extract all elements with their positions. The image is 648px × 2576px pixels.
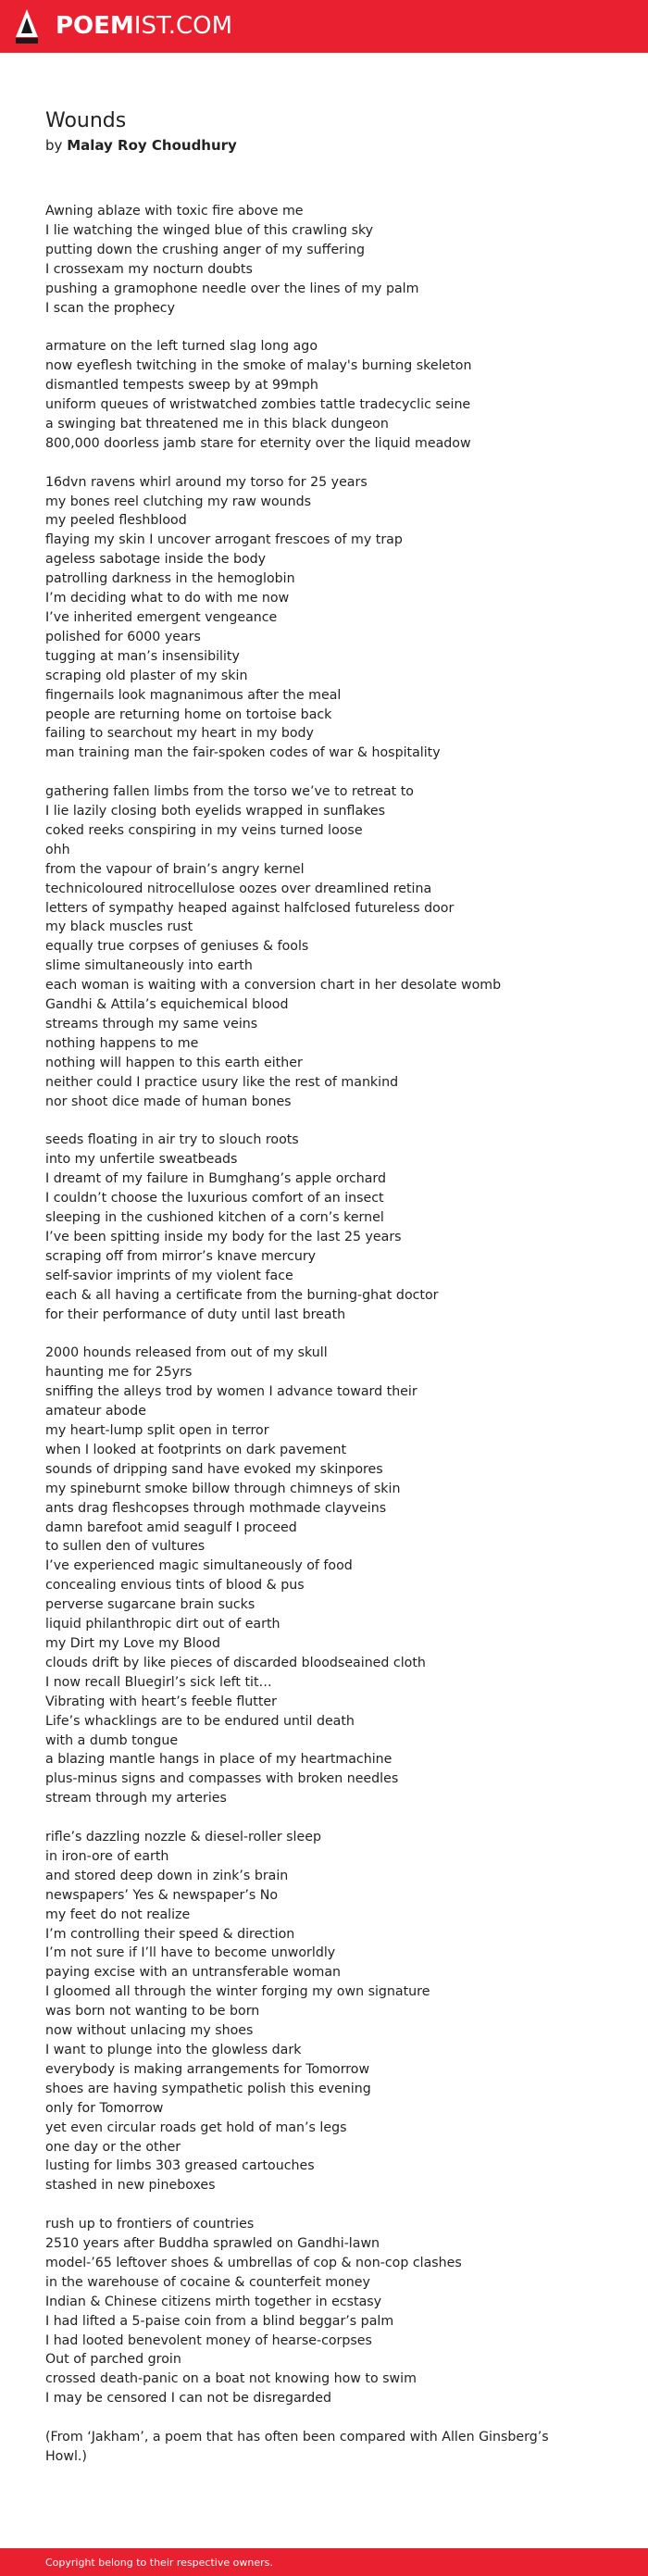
poem-line: in iron-ore of earth xyxy=(45,1848,169,1864)
poem-line: I had looted benevolent money of hearse-corpses xyxy=(45,2332,372,2348)
poem-line: and stored deep down in zink’s brain xyxy=(45,1868,289,1883)
poem-line: was born not wanting to be born xyxy=(45,2004,260,2020)
poem-line: liquid philanthropic dirt out of earth xyxy=(45,1617,280,1632)
poem-line: nothing will happen to this earth either xyxy=(45,1055,303,1070)
poem-line: Indian & Chinese citizens mirth together in ecstasy xyxy=(45,2294,382,2309)
poem-line: each woman is waiting with a conversion chart in her desolate womb xyxy=(45,978,502,994)
poem-line: technicoloured nitrocellulose oozes over dreamlined retina xyxy=(45,881,432,896)
poem-line: my feet do not realize xyxy=(45,1907,191,1922)
poem-line: one day or the other xyxy=(45,2139,181,2155)
poem-line: ageless sabotage inside the body xyxy=(45,552,267,568)
poem-line: paying excise with an untransferable woman xyxy=(45,1965,342,1981)
poem-line: lusting for limbs 303 greased cartouches xyxy=(45,2158,315,2174)
poem-line: coked reeks conspiring in my veins turned loose xyxy=(45,822,363,838)
poem-line: scraping off from mirror’s knave mercury xyxy=(45,1248,317,1264)
poem-line: my spineburnt smoke billow through chimneys of skin xyxy=(45,1481,401,1496)
poem-line: clouds drift by like pieces of discarded bloodseained cloth xyxy=(45,1655,426,1670)
poem-line: dismantled tempests sweep by at 99mph xyxy=(45,378,318,394)
quill-nib-icon xyxy=(16,9,38,44)
poem-line: yet even circular roads get hold of man’s legs xyxy=(45,2120,347,2135)
poem-line: fingernails look magnanimous after the meal xyxy=(45,687,342,703)
poem-line: slime simultaneously into earth xyxy=(45,958,253,974)
poem-title: Wounds xyxy=(45,109,127,132)
poem-line: shoes are having sympathetic polish this evening xyxy=(45,2081,371,2096)
poem-line: man training man the fair-spoken codes of war & hospitality xyxy=(45,745,441,761)
poem-line: equally true corpses of geniuses & fools xyxy=(45,939,309,955)
poem-line: concealing envious tints of blood & pus xyxy=(45,1578,305,1594)
copyright-text: Copyright belong to their respective owners. xyxy=(45,2557,273,2569)
poem-line: Vibrating with heart’s feeble flutter xyxy=(45,1694,277,1709)
logo-text-bold: POEM xyxy=(56,12,134,40)
site-logo-link[interactable] xyxy=(56,13,232,39)
poem-line: polished for 6000 years xyxy=(45,629,201,644)
poem-line: nor shoot dice made of human bones xyxy=(45,1094,292,1109)
poem-line: stashed in new pineboxes xyxy=(45,2178,216,2194)
poem-stanza xyxy=(45,782,564,1111)
poem-line: I had lifted a 5-paise coin from a blind beggar’s palm xyxy=(45,2313,394,2329)
site-header xyxy=(0,0,648,53)
poem-stanza xyxy=(45,1828,564,2195)
poem-body xyxy=(45,202,564,2467)
poem-line: damn barefoot amid seagulf I proceed xyxy=(45,1519,297,1535)
poem-line: 16dvn ravens whirl around my torso for 25 years xyxy=(45,474,368,490)
poem-line: Out of parched groin xyxy=(45,2352,181,2368)
poem-line: now without unlacing my shoes xyxy=(45,2023,254,2039)
poem-line: I gloomed all through the winter forging my own signature xyxy=(45,1984,430,2000)
poem-line: letters of sympathy heaped against halfclosed futureless door xyxy=(45,900,455,916)
poem-line: I dreamt of my failure in Bumghang’s apple orchard xyxy=(45,1171,387,1187)
poem-line: ants drag fleshcopses through mothmade clayveins xyxy=(45,1500,387,1516)
poem-line: I lie lazily closing both eyelids wrapped in sunflakes xyxy=(45,804,386,819)
poem-line: rifle’s dazzling nozzle & diesel-roller sleep xyxy=(45,1830,321,1845)
poem-line: amateur abode xyxy=(45,1404,146,1419)
poem-line: armature on the left turned slag long ago xyxy=(45,339,318,355)
poem-line: rush up to frontiers of countries xyxy=(45,2217,255,2232)
poem-line: everybody is making arrangements for Tomorrow xyxy=(45,2061,370,2077)
poem-line: failing to searchout my heart in my body xyxy=(45,726,314,742)
poem-line: putting down the crushing anger of my suffering xyxy=(45,242,365,257)
poem-line: sounds of dripping sand have evoked my skinpores xyxy=(45,1461,383,1477)
poem-line: sleeping in the cushioned kitchen of a corn’s kernel xyxy=(45,1210,384,1226)
poem-line: model-’65 leftover shoes & umbrellas of cop & non-cop clashes xyxy=(45,2255,462,2270)
poem-line: scraping old plaster of my skin xyxy=(45,668,248,683)
byline-prefix: by xyxy=(45,137,63,154)
poem-line: Life’s whacklings are to be endured until death xyxy=(45,1713,355,1729)
poem-line: my Dirt my Love my Blood xyxy=(45,1635,220,1651)
poem-stanza xyxy=(45,337,564,453)
poem-line: my bones reel clutching my raw wounds xyxy=(45,494,312,509)
logo-text-light: IST.COM xyxy=(133,12,233,40)
poem-line: newspapers’ Yes & newspaper’s No xyxy=(45,1887,279,1903)
poem-line: with a dumb tongue xyxy=(45,1732,179,1748)
poem-line: I’m controlling their speed & direction xyxy=(45,1926,295,1942)
poem-line: I’ve been spitting inside my body for the last 25 years xyxy=(45,1229,402,1244)
poem-line: I’ve experienced magic simultaneously of food xyxy=(45,1558,353,1574)
poem-line: only for Tomorrow xyxy=(45,2100,164,2116)
poem-stanza xyxy=(45,2215,564,2408)
poem-line: my peeled fleshblood xyxy=(45,513,187,529)
poem-line: when I looked at footprints on dark pavement xyxy=(45,1442,347,1457)
poem-line: a blazing mantle hangs in place of my heartmachine xyxy=(45,1752,393,1768)
poem-line: my heart-lump split open in terror xyxy=(45,1423,269,1439)
poem-line: I’m deciding what to do with me now xyxy=(45,591,290,606)
poem-line: I may be censored I can not be disregarded xyxy=(45,2391,332,2407)
poem-line: uniform queues of wristwatched zombies tattle tradecyclic seine xyxy=(45,397,471,413)
poem-line: I want to plunge into the glowless dark xyxy=(45,2043,302,2057)
poem-line: each & all having a certificate from the burning-ghat doctor xyxy=(45,1287,439,1303)
poem-line: now eyeflesh twitching in the smoke of malay's burning skeleton xyxy=(45,358,472,374)
poem-line: pushing a gramophone needle over the lines of my palm xyxy=(45,281,419,296)
poem-stanza xyxy=(45,1131,564,1324)
poem-line: seeds floating in air try to slouch roots xyxy=(45,1132,299,1148)
poem-line: to sullen den of vultures xyxy=(45,1539,206,1555)
poem-source-note: (From ‘Jakham’, a poem that has often been compared with Allen Ginsberg’s Howl.) xyxy=(45,2430,549,2464)
poem-line: I couldn’t choose the luxurious comfort of an insect xyxy=(45,1191,384,1207)
poem-line: flaying my skin I uncover arrogant frescoes of my trap xyxy=(45,532,403,548)
poem-byline xyxy=(45,136,237,155)
poem-line: a swinging bat threatened me in this black dungeon xyxy=(45,416,389,431)
poem-line: haunting me for 25yrs xyxy=(45,1365,193,1381)
poem-line: stream through my arteries xyxy=(45,1791,227,1807)
poem-line: from the vapour of brain’s angry kernel xyxy=(45,861,305,877)
poem-line: Gandhi & Attila’s equichemical blood xyxy=(45,997,289,1013)
poem-line: I’ve inherited emergent vengeance xyxy=(45,610,278,625)
poem-line: sniffing the alleys trod by women I advance toward their xyxy=(45,1384,417,1400)
poem-line: I crossexam my nocturn doubts xyxy=(45,261,253,277)
poem-line: Awning ablaze with toxic fire above me xyxy=(45,204,304,219)
poem-line: tugging at man’s insensibility xyxy=(45,648,240,664)
poem-line: crossed death-panic on a boat not knowing how to swim xyxy=(45,2371,417,2387)
poem-line: ohh xyxy=(45,842,70,857)
poem-line: 2510 years after Buddha sprawled on Gandhi-lawn xyxy=(45,2236,380,2252)
poem-line: 800,000 doorless jamb stare for eternity over the liquid meadow xyxy=(45,435,471,451)
poem-line: I’m not sure if I’ll have to become unworldly xyxy=(45,1945,336,1961)
poem-line: people are returning home on tortoise back xyxy=(45,707,332,722)
poem-line: my black muscles rust xyxy=(45,919,193,935)
site-footer xyxy=(0,2548,648,2576)
poem-line: plus-minus signs and compasses with broken needles xyxy=(45,1771,399,1787)
poem-line: self-savior imprints of my violent face xyxy=(45,1268,293,1283)
poem-line: 2000 hounds released from out of my skull xyxy=(45,1345,328,1361)
poem-line: into my unfertile sweatbeads xyxy=(45,1152,238,1168)
poem-line: streams through my same veins xyxy=(45,1017,258,1032)
poem-stanza xyxy=(45,202,564,318)
poem-line: patrolling darkness in the hemoglobin xyxy=(45,571,295,587)
poem-line: neither could I practice usury like the rest of mankind xyxy=(45,1074,399,1090)
poem-line: I now recall Bluegirl’s sick left tit… xyxy=(45,1674,272,1690)
poem-line: for their performance of duty until last breath xyxy=(45,1307,346,1322)
poem-line: gathering fallen limbs from the torso we’ve to retreat to xyxy=(45,784,414,800)
poem-stanza xyxy=(45,1344,564,1808)
poem-line: perverse sugarcane brain sucks xyxy=(45,1597,255,1613)
poem-line: in the warehouse of cocaine & counterfeit money xyxy=(45,2274,370,2290)
author-link[interactable]: Malay Roy Choudhury xyxy=(67,137,237,154)
poem-stanza xyxy=(45,473,564,764)
poem-line: I lie watching the winged blue of this crawling sky xyxy=(45,222,374,238)
poem-line: I scan the prophecy xyxy=(45,300,176,316)
poem-line: nothing happens to me xyxy=(45,1035,199,1051)
